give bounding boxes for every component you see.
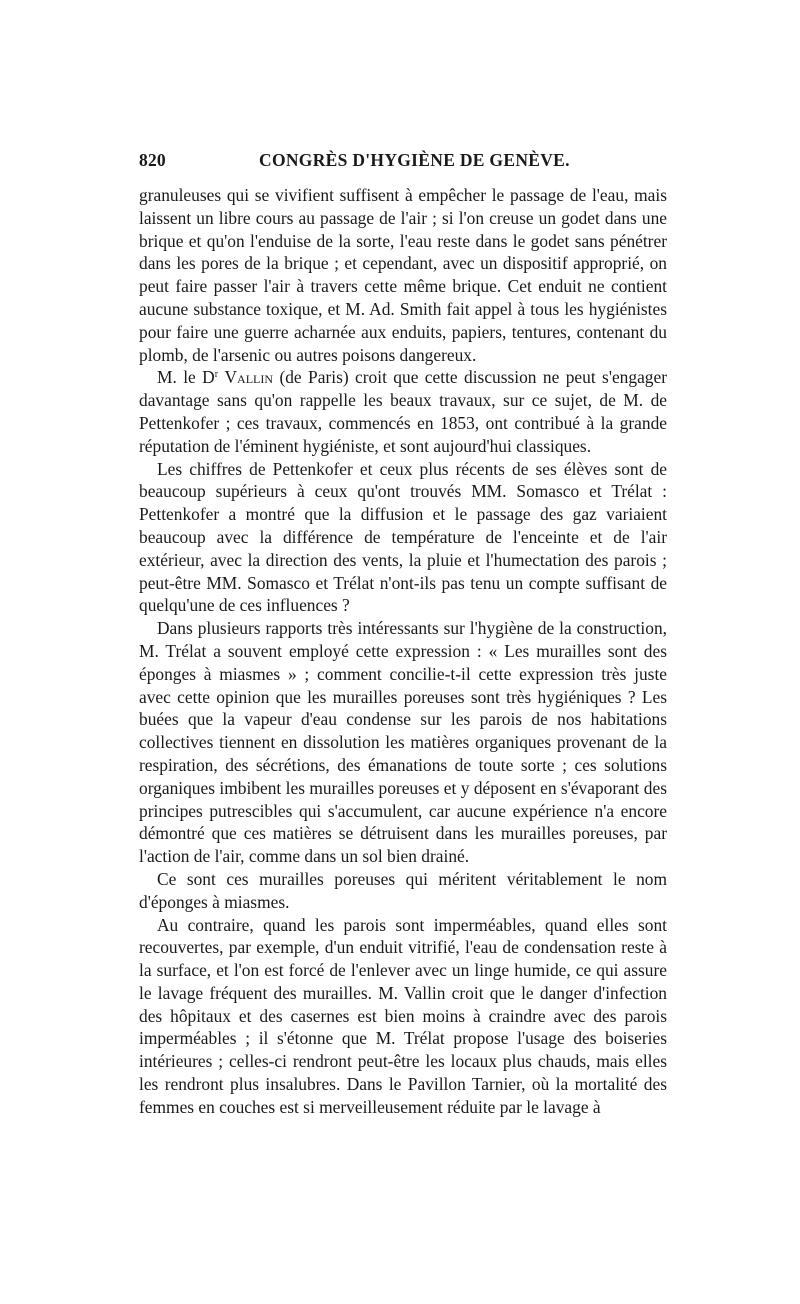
paragraph-1: granuleuses qui se vivifient suffisent à empêcher le passage de l'eau, mais laissent un libre cours au passage de l'air ; si l'on creuse un godet dans une brique et qu'on l'enduise de la sorte, l'eau reste dans le godet sans pénétrer dans les pores de la brique ; et cependant, avec un dispositif approprié, on peut faire passer l'air à travers cette même brique. Cet enduit ne contient aucune substance toxique, et M. Ad. Smith fait appel à tous les hygiénistes pour faire une guerre acharnée aux enduits, papiers, tentures, contenant du plomb, de l'arsenic ou autres poisons dangereux. — [139, 185, 667, 365]
book-page — [139, 150, 667, 1119]
paragraph-2-text: (de Paris) croit que cette discussion ne peut s'engager davantage sans qu'on rappelle les beaux travaux, sur ce sujet, de M. de Pettenkofer ; ces travaux, commencés en 1853, ont contribué à la grande réputation de l'éminent hygiéniste, et sont aujourd'hui classiques. — [139, 367, 667, 456]
body-text — [139, 184, 667, 1119]
running-title: CONGRÈS D'HYGIÈNE DE GENÈVE. — [259, 150, 570, 170]
running-head — [139, 150, 667, 184]
paragraph-4: Dans plusieurs rapports très intéressants sur l'hygiène de la construction, M. Trélat a souvent employé cette expression : « Les murailles sont des éponges à miasmes » ; comment concilie-t-il cette expression très juste avec cette opinion que les murailles poreuses sont très hygiéniques ? Les buées que la vapeur d'eau condense sur les parois de nos habitations collectives tiennent en dissolution les matières organiques provenant de la respiration, des sécrétions, des émanations de toute sorte ; ces solutions organiques imbibent les murailles poreuses et y déposent en s'évaporant des principes putrescibles qui s'accumulent, car aucune expérience n'a encore démontré que ces matières se détruisent dans les murailles poreuses, par l'action de l'air, comme dans un sol bien drainé. — [139, 618, 667, 867]
paragraph-3: Les chiffres de Pettenkofer et ceux plus récents de ses élèves sont de beaucoup supérieurs à ceux qu'ont trouvés MM. Somasco et Trélat : Pettenkofer a montré que la diffusion et le passage des gaz variaient beaucoup avec la différence de température de l'enceinte et de l'air extérieur, avec la direction des vents, la pluie et l'humectation des parois ; peut-être MM. Somasco et Trélat n'ont-ils pas tenu un compte suffisant de quelqu'une de ces influences ? — [139, 458, 667, 616]
page-number: 820 — [139, 150, 166, 170]
paragraph-2 — [139, 366, 667, 457]
paragraph-6: Au contraire, quand les parois sont imperméables, quand elles sont recouvertes, par exemple, d'un enduit vitrifié, l'eau de condensation reste à la surface, et l'on est forcé de l'enlever avec un linge humide, ce qui assure le lavage fréquent des murailles. M. Vallin croit que le danger d'infection des hôpitaux et des casernes est bien moins à craindre avec des parois imperméables ; il s'étonne que M. Trélat propose l'usage des boiseries intérieures ; celles-ci rendront peut-être les locaux plus chauds, mais elles les rendront plus insalubres. Dans le Pavillon Tarnier, où la mortalité des femmes en couches est si merveilleusement réduite par le lavage à — [139, 914, 667, 1117]
paragraph-5: Ce sont ces murailles poreuses qui méritent véritablement le nom d'éponges à miasmes. — [139, 868, 667, 912]
speaker-name: Vallin — [224, 367, 274, 388]
paragraph-2-lead: M. le D — [157, 367, 215, 388]
paragraph-2-lead-sup: r — [214, 369, 219, 381]
